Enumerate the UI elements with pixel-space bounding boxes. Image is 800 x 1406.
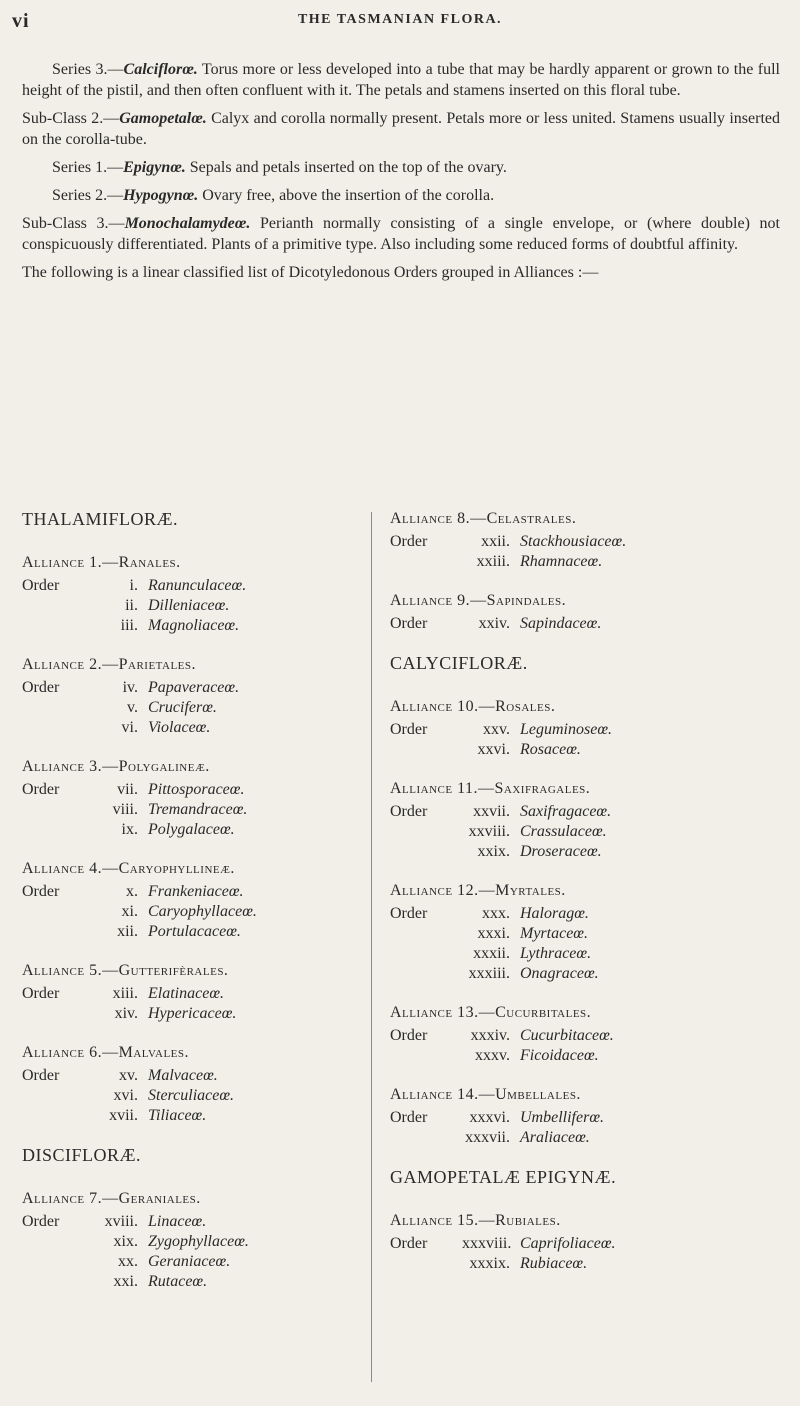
order-row (390, 802, 780, 822)
order-name: Sapindaceœ. (520, 615, 602, 632)
alliance-block (390, 778, 780, 862)
order-name: Myrtaceœ. (520, 925, 588, 942)
alliance-block (22, 960, 362, 1024)
alliance-block (22, 654, 362, 738)
order-name: Ranunculaceœ. (148, 577, 247, 594)
order-number: xxi. (113, 1273, 138, 1290)
order-name: Leguminoseœ. (520, 721, 612, 738)
order-row (390, 1026, 780, 1046)
order-label: Order (390, 803, 428, 820)
order-name: Tremandraceœ. (148, 801, 248, 818)
alliance-block (390, 880, 780, 984)
order-row (390, 720, 780, 740)
alliance-block (22, 858, 362, 942)
order-label: Order (390, 1027, 428, 1044)
order-number: xviii. (104, 1213, 138, 1230)
order-row (390, 924, 780, 944)
order-number: xxxvii. (465, 1129, 510, 1146)
group-heading: THALAMIFLORÆ. (22, 509, 179, 529)
order-name: Zygophyllaceœ. (148, 1233, 249, 1250)
order-name: Ficoidaceœ. (520, 1047, 599, 1064)
order-number: xxxviii. (462, 1235, 512, 1252)
alliance-block (390, 1210, 780, 1274)
alliance-heading: Alliance 13.—Cucurbitales. (390, 1004, 592, 1021)
order-number: iii. (120, 617, 138, 634)
order-number: xxiii. (476, 553, 510, 570)
order-number: xv. (119, 1067, 138, 1084)
order-name: Araliaceœ. (520, 1129, 590, 1146)
order-number: xxxv. (475, 1047, 510, 1064)
series-1-paragraph: Series 1.—Epigynœ. Sepals and petals inserted on the top of the ovary. (52, 159, 507, 176)
order-row (22, 1212, 362, 1232)
order-row (390, 964, 780, 984)
order-row (22, 984, 362, 1004)
order-row (22, 1106, 362, 1126)
alliance-block (22, 1042, 362, 1126)
order-number: viii. (112, 801, 138, 818)
order-name: Saxifragaceœ. (520, 803, 612, 820)
order-row (390, 1234, 780, 1254)
alliance-heading: Alliance 6.—Malvales. (22, 1044, 190, 1061)
order-name: Rosaceœ. (520, 741, 581, 758)
alliance-block (390, 1002, 780, 1066)
order-name: Portulacaceœ. (148, 923, 241, 940)
order-label: Order (22, 781, 60, 798)
order-row (22, 1066, 362, 1086)
order-row (390, 1254, 780, 1274)
right-column (390, 508, 780, 1292)
order-number: xxviii. (468, 823, 510, 840)
alliance-heading: Alliance 15.—Rubiales. (390, 1212, 561, 1229)
alliance-heading: Alliance 2.—Parietales. (22, 656, 196, 673)
alliance-heading: Alliance 7.—Geraniales. (22, 1190, 201, 1207)
group-heading: DISCIFLORÆ. (22, 1145, 142, 1165)
order-number: xxxi. (477, 925, 510, 942)
order-number: xvii. (109, 1107, 138, 1124)
order-row (22, 616, 362, 636)
order-row (390, 614, 780, 634)
order-row (22, 596, 362, 616)
order-name: Geraniaceœ. (148, 1253, 231, 1270)
order-number: xi. (121, 903, 138, 920)
order-row (390, 1108, 780, 1128)
order-label: Order (22, 1067, 60, 1084)
order-number: xxvii. (473, 803, 510, 820)
order-row (390, 740, 780, 760)
order-row (22, 1004, 362, 1024)
alliance-heading: Alliance 4.—Caryophyllineæ. (22, 860, 235, 877)
order-number: xiv. (114, 1005, 138, 1022)
page-number: vi (12, 10, 30, 32)
order-number: xxxvi. (469, 1109, 510, 1126)
series-2-paragraph: Series 2.—Hypogynœ. Ovary free, above the insertion of the corolla. (52, 187, 495, 204)
order-row (22, 780, 362, 800)
order-number: vii. (117, 781, 138, 798)
order-number: ii. (125, 597, 138, 614)
order-label: Order (22, 577, 60, 594)
order-label: Order (390, 1235, 428, 1252)
order-number: xx. (118, 1253, 138, 1270)
order-number: xxiv. (478, 615, 510, 632)
left-column (22, 508, 362, 1310)
order-name: Malvaceœ. (148, 1067, 218, 1084)
order-number: xiii. (112, 985, 138, 1002)
order-number: xxv. (483, 721, 510, 738)
alliance-heading: Alliance 14.—Umbellales. (390, 1086, 581, 1103)
alliance-heading: Alliance 5.—Gutterifèrales. (22, 962, 229, 979)
order-row (22, 1252, 362, 1272)
column-divider (371, 512, 372, 1382)
order-name: Sterculiaceœ. (148, 1087, 235, 1104)
alliance-block (390, 1084, 780, 1148)
order-number: xxxii. (473, 945, 510, 962)
order-name: Caryophyllaceœ. (148, 903, 257, 920)
order-name: Rutaceœ. (148, 1273, 208, 1290)
order-row (22, 576, 362, 596)
order-label: Order (22, 883, 60, 900)
order-name: Droseraceœ. (520, 843, 602, 860)
order-row (22, 820, 362, 840)
order-name: Pittosporaceœ. (148, 781, 245, 798)
order-row (390, 552, 780, 572)
order-number: xxvi. (477, 741, 510, 758)
subclass-2-paragraph: Sub-Class 2.—Gamopetalœ. Calyx and corolla normally present. Petals more or less united. Stamens usually inserted on the corolla-tube. (22, 110, 780, 148)
order-number: xxx. (482, 905, 510, 922)
order-row (390, 842, 780, 862)
order-row (22, 882, 362, 902)
order-label: Order (390, 721, 428, 738)
order-name: Hypericaceœ. (148, 1005, 237, 1022)
order-row (390, 1128, 780, 1148)
order-row (22, 800, 362, 820)
group-heading: CALYCIFLORÆ. (390, 653, 528, 673)
order-row (390, 532, 780, 552)
alliance-heading: Alliance 3.—Polygalineæ. (22, 758, 210, 775)
order-row (390, 822, 780, 842)
order-number: xxix. (477, 843, 510, 860)
order-number: v. (127, 699, 138, 716)
order-row (22, 1232, 362, 1252)
order-row (390, 904, 780, 924)
order-name: Umbelliferœ. (520, 1109, 604, 1126)
order-number: vi. (121, 719, 138, 736)
alliance-heading: Alliance 10.—Rosales. (390, 698, 556, 715)
alliance-block (390, 508, 780, 572)
alliance-block (22, 1188, 362, 1292)
following-paragraph: The following is a linear classified list of Dicotyledonous Orders grouped in Alliances :— (22, 264, 599, 281)
alliance-heading: Alliance 1.—Ranales. (22, 554, 181, 571)
order-label: Order (22, 679, 60, 696)
alliance-block (22, 756, 362, 840)
order-number: i. (129, 577, 138, 594)
order-name: Lythraceœ. (520, 945, 592, 962)
order-number: xii. (117, 923, 138, 940)
order-row (22, 902, 362, 922)
order-name: Crassulaceœ. (520, 823, 607, 840)
alliance-heading: Alliance 9.—Sapindales. (390, 592, 567, 609)
order-row (390, 944, 780, 964)
order-name: Violaceœ. (148, 719, 211, 736)
order-name: Cucurbitaceœ. (520, 1027, 614, 1044)
alliance-block (390, 590, 780, 634)
order-label: Order (390, 905, 428, 922)
order-label: Order (390, 615, 428, 632)
order-name: Frankeniaceœ. (148, 883, 244, 900)
order-row (22, 1272, 362, 1292)
order-name: Tiliaceœ. (148, 1107, 207, 1124)
order-row (390, 1046, 780, 1066)
alliance-heading: Alliance 11.—Saxifragales. (390, 780, 591, 797)
order-row (22, 718, 362, 738)
order-number: iv. (122, 679, 138, 696)
order-name: Rubiaceœ. (520, 1255, 588, 1272)
alliance-block (390, 696, 780, 760)
order-row (22, 678, 362, 698)
intro-text (22, 59, 780, 290)
order-number: xvi. (113, 1087, 138, 1104)
order-name: Elatinaceœ. (148, 985, 224, 1002)
order-number: xxxiv. (470, 1027, 510, 1044)
subclass-3-paragraph: Sub-Class 3.—Monochalamydeœ. Perianth normally consisting of a single envelope, or (where double) not conspicuously differentiated. Plants of a primitive type. Also including some reduced forms of doubtful affinity. (22, 215, 780, 253)
running-title: THE TASMANIAN FLORA. (297, 12, 503, 27)
alliance-heading: Alliance 12.—Myrtales. (390, 882, 566, 899)
alliance-heading: Alliance 8.—Celastrales. (390, 510, 577, 527)
order-number: xxii. (481, 533, 510, 550)
order-name: Haloragœ. (520, 905, 589, 922)
order-label: Order (390, 533, 428, 550)
page-header (0, 10, 800, 38)
order-name: Rhamnaceœ. (520, 553, 603, 570)
order-name: Polygalaceœ. (148, 821, 235, 838)
order-label: Order (390, 1109, 428, 1126)
order-row (22, 922, 362, 942)
alliance-block (22, 552, 362, 636)
order-number: xxxiii. (468, 965, 510, 982)
order-label: Order (22, 985, 60, 1002)
order-label: Order (22, 1213, 60, 1230)
order-name: Cruciferœ. (148, 699, 217, 716)
order-name: Dilleniaceœ. (148, 597, 230, 614)
order-name: Stackhousiaceœ. (520, 533, 627, 550)
group-heading: GAMOPETALÆ EPIGYNÆ. (390, 1167, 617, 1187)
order-name: Linaceœ. (148, 1213, 207, 1230)
order-name: Onagraceœ. (520, 965, 599, 982)
order-number: xxxix. (469, 1255, 510, 1272)
order-number: ix. (121, 821, 138, 838)
order-number: x. (126, 883, 138, 900)
order-row (22, 698, 362, 718)
order-name: Papaveraceœ. (148, 679, 240, 696)
order-name: Magnoliaceœ. (148, 617, 240, 634)
order-name: Caprifoliaceœ. (520, 1235, 616, 1252)
series-3-paragraph: Series 3.—Calciflorœ. Torus more or less developed into a tube that may be hardly apparent or grown to the full height of the pistil, and then often confluent with it. The petals and stamens inserted on this floral tube. (22, 61, 780, 99)
order-row (22, 1086, 362, 1106)
order-number: xix. (113, 1233, 138, 1250)
